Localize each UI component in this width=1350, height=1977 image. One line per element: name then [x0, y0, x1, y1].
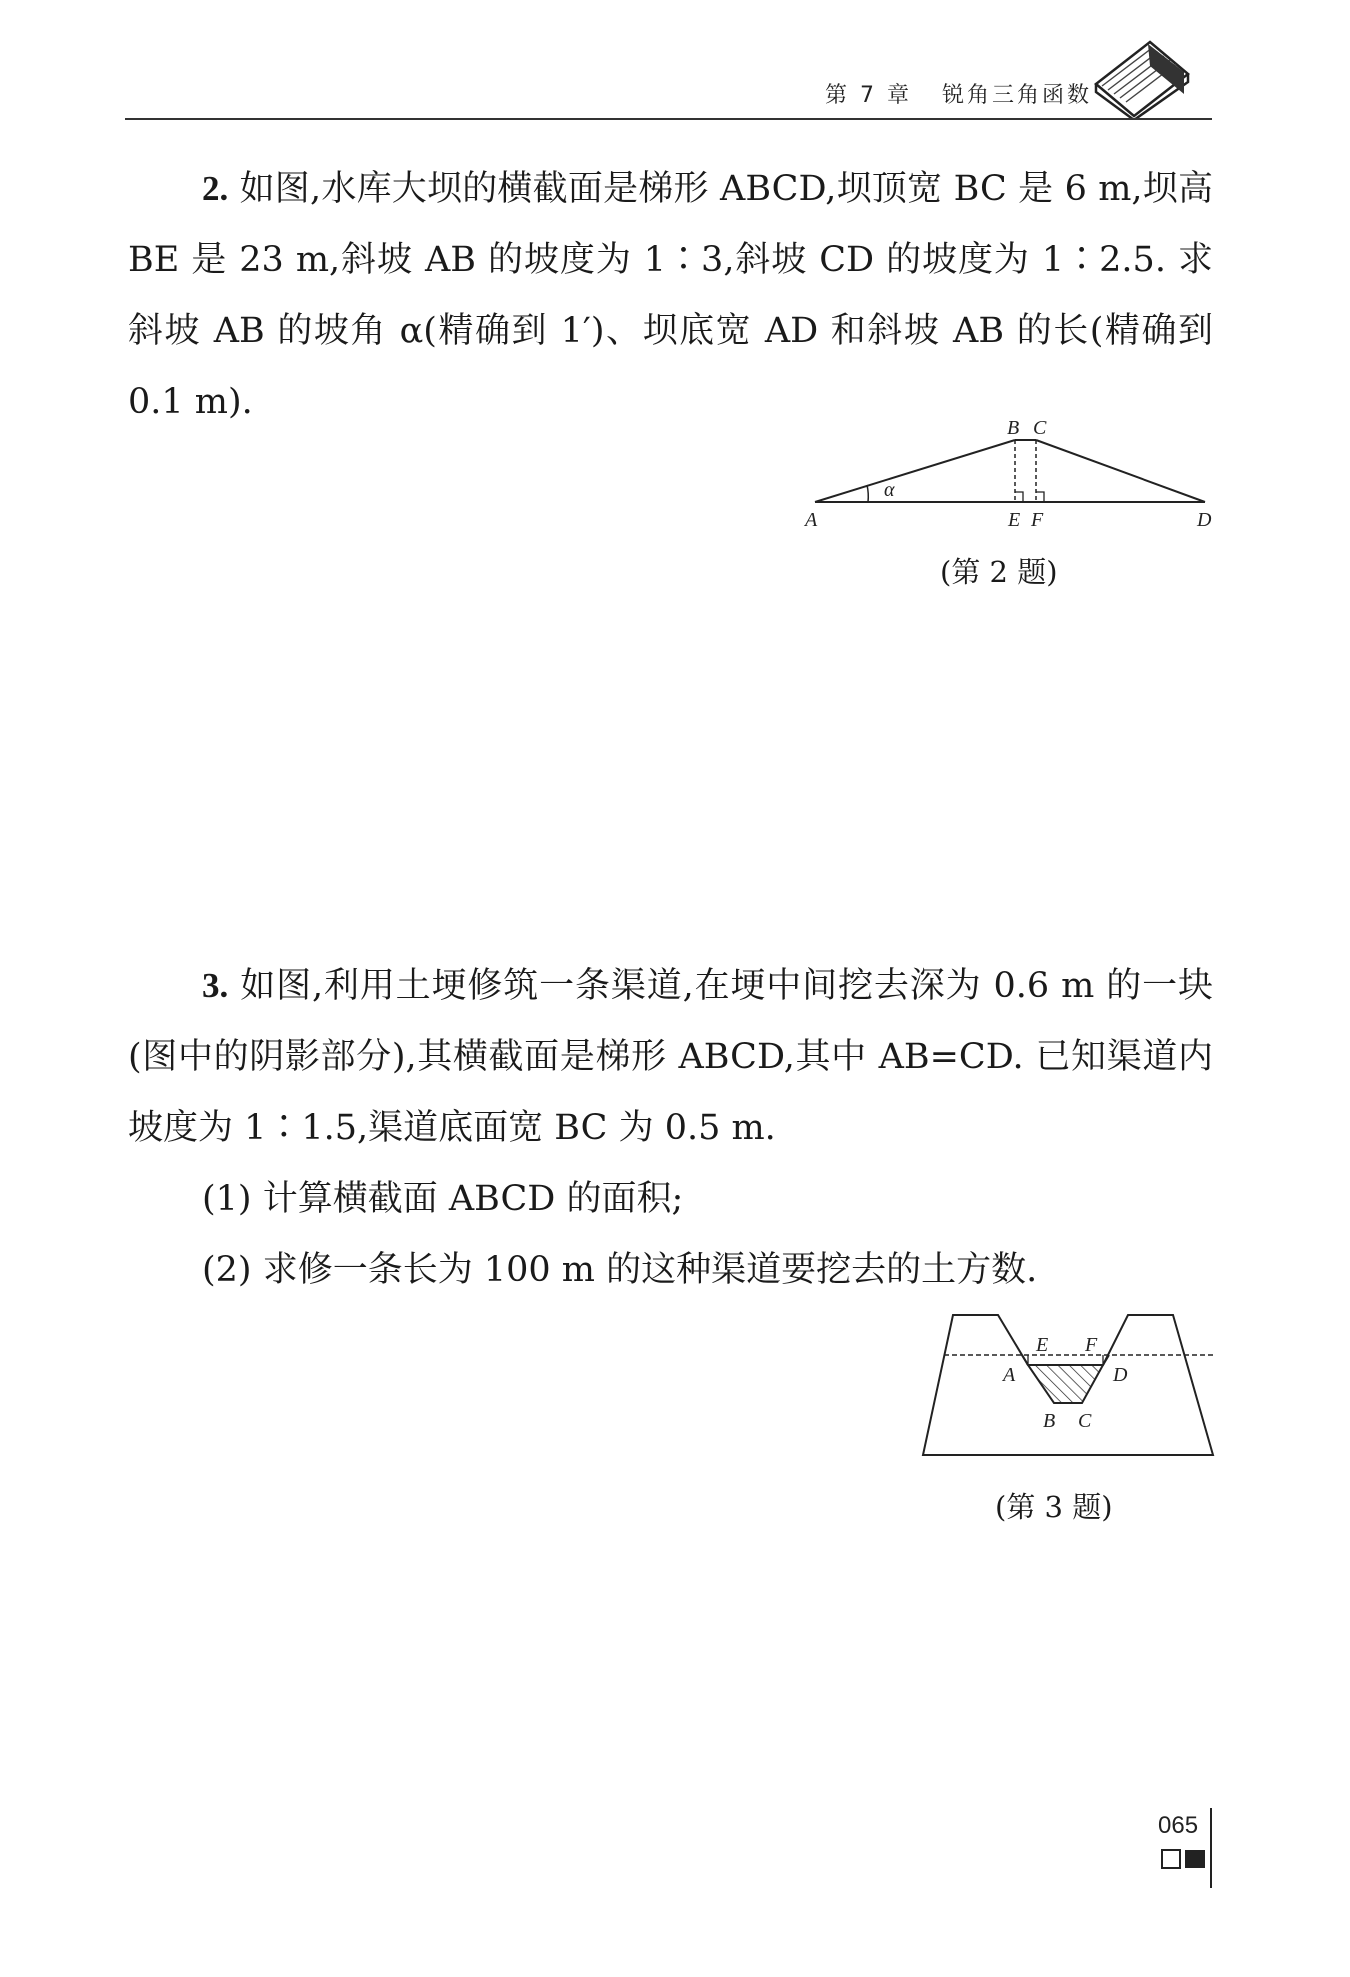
header-text	[825, 78, 1092, 109]
header-title: 锐角三角函数	[941, 83, 1092, 108]
fig2-label-E: E	[1008, 509, 1021, 531]
fig2-label-A: A	[805, 509, 818, 531]
fig2-label-alpha: α	[884, 479, 895, 501]
page-header	[125, 58, 1212, 120]
fig3-label-E: E	[1036, 1334, 1049, 1356]
problem-2	[128, 153, 1213, 438]
figure-3-caption: (第 3 题)	[995, 1490, 1113, 1524]
page-number: 065	[1158, 1812, 1199, 1839]
page-edge-rule	[1210, 1808, 1212, 1888]
header-rule	[125, 118, 1212, 120]
fig3-label-D: D	[1113, 1364, 1128, 1386]
problem-3-number: 3.	[202, 966, 229, 1005]
fig2-label-F: F	[1031, 509, 1044, 531]
figure-3-channel-cross-section	[918, 1305, 1218, 1465]
figure-2-dam-cross-section	[800, 410, 1220, 535]
page-marker-icon	[1160, 1848, 1208, 1870]
problem-2-text: 如图,水库大坝的横截面是梯形 ABCD,坝顶宽 BC 是 6 m,坝高 BE 是 23 m,斜坡 AB 的坡度为 1∶3,斜坡 CD 的坡度为 1∶2.5. 求斜坡 AB 的坡角 α(精确到 1′)、坝底宽 AD 和斜坡 AB 的长(精确到0.1 m).	[128, 169, 1213, 422]
fig3-label-A: A	[1003, 1364, 1016, 1386]
problem-2-number: 2.	[202, 169, 229, 208]
problem-3-text: 如图,利用土埂修筑一条渠道,在埂中间挖去深为 0.6 m 的一块(图中的阴影部分),其横截面是梯形 ABCD,其中 AB=CD. 已知渠道内坡度为 1∶1.5,渠道底面宽 BC 为 0.5 m.	[128, 966, 1213, 1148]
problem-3-q2: (2) 求修一条长为 100 m 的这种渠道要挖去的土方数.	[202, 1250, 1038, 1290]
fig3-label-B: B	[1043, 1410, 1056, 1432]
problem-3-q1: (1) 计算横截面 ABCD 的面积;	[202, 1179, 684, 1219]
figure-2-caption: (第 2 题)	[940, 555, 1058, 589]
fig3-label-F: F	[1085, 1334, 1098, 1356]
fig2-label-D: D	[1197, 509, 1212, 531]
problem-3	[128, 950, 1213, 1306]
book-icon	[1088, 34, 1192, 120]
fig3-label-C: C	[1078, 1410, 1092, 1432]
header-chapter: 第 7 章	[825, 83, 912, 108]
fig2-label-C: C	[1033, 417, 1047, 439]
fig2-label-B: B	[1007, 417, 1020, 439]
